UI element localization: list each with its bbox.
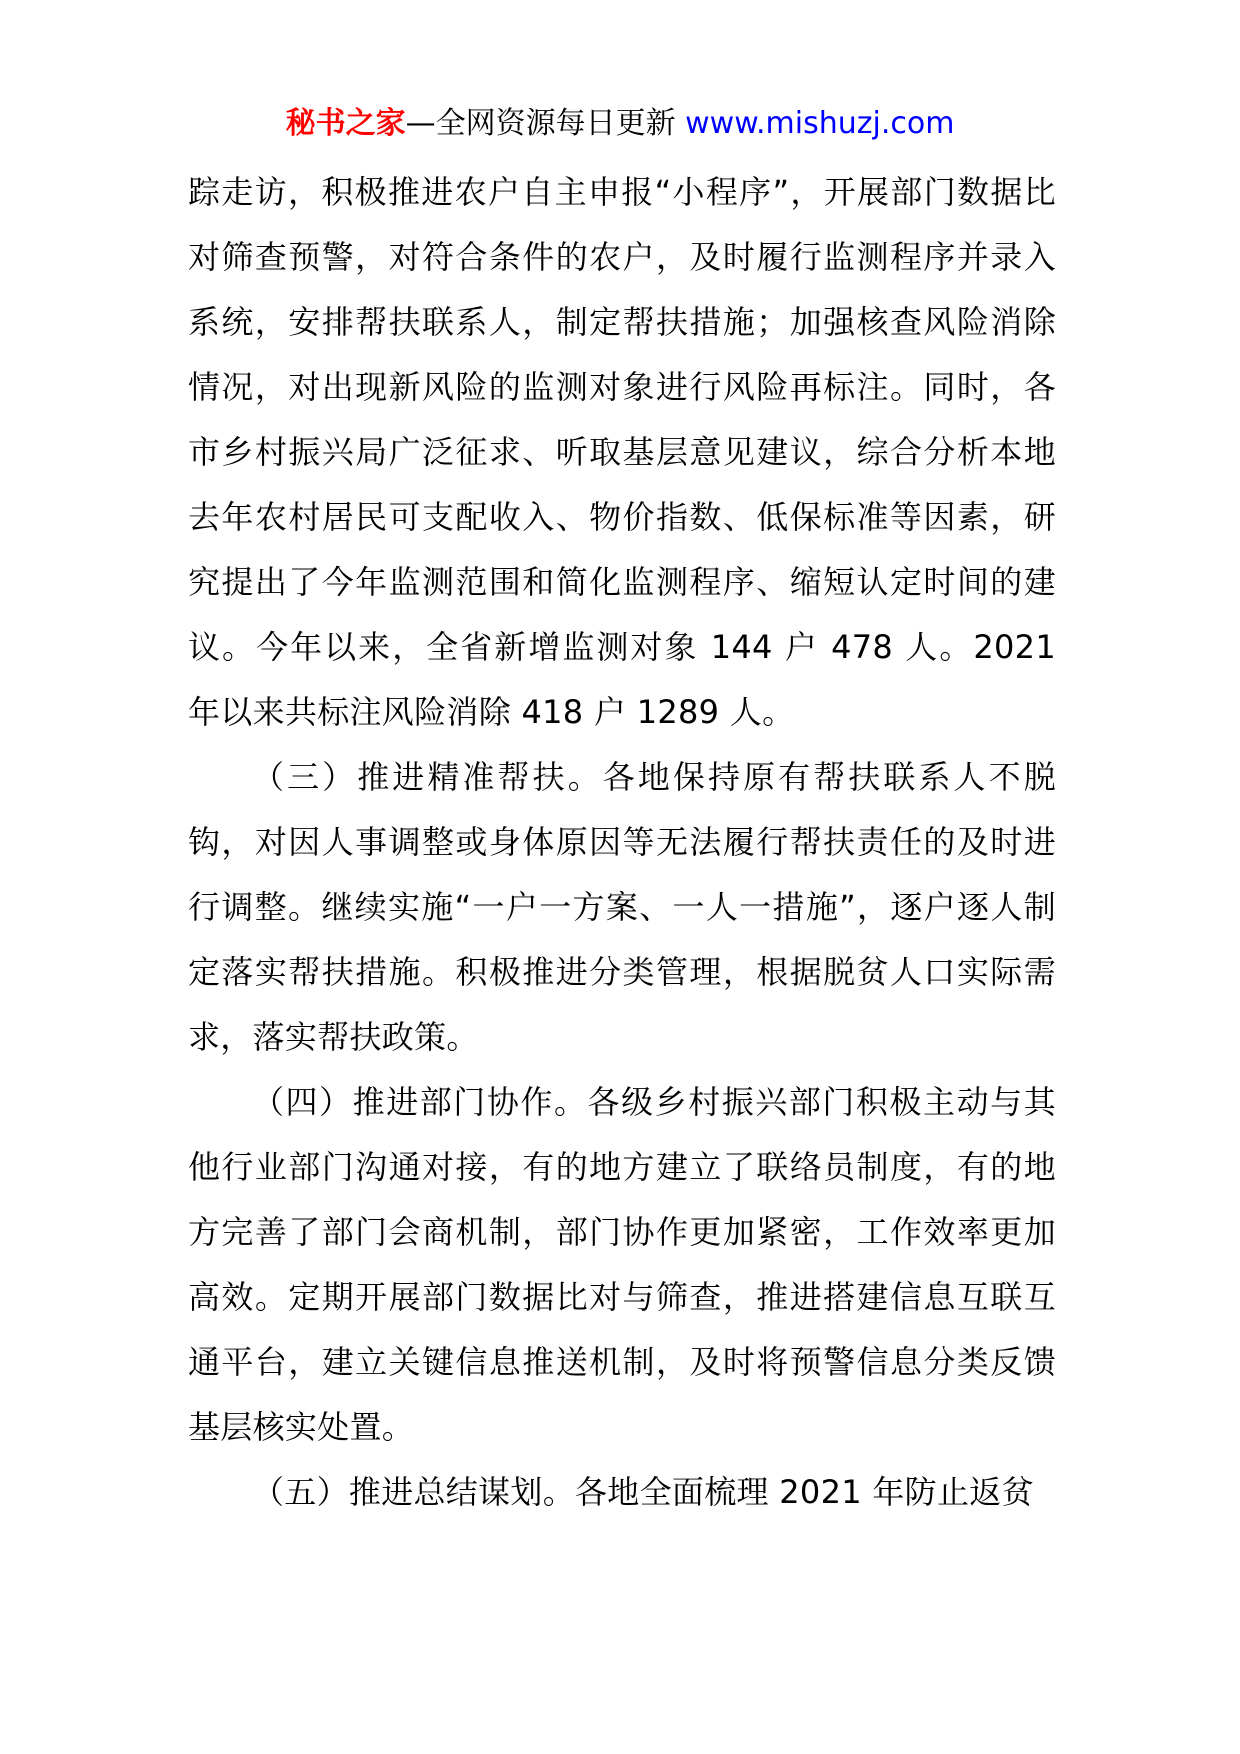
header-tagline: —全网资源每日更新 — [405, 106, 686, 141]
paragraph-precise-assistance: （三）推进精准帮扶。各地保持原有帮扶联系人不脱钩，对因人事调整或身体原因等无法履行帮扶责任的及时进行调整。继续实施“一户一方案、一人一措施”，逐户逐人制定落实帮扶措施。积极推进分类管理，根据脱贫人口实际需求，落实帮扶政策。 — [188, 758, 1056, 1056]
site-url-link[interactable]: www.mishuzj.com — [685, 106, 955, 141]
paragraph-continued: 踪走访，积极推进农户自主申报“小程序”，开展部门数据比对筛查预警，对符合条件的农户，及时履行监测程序并录入系统，安排帮扶联系人，制定帮扶措施；加强核查风险消除情况，对出现新风险的监测对象进行风险再标注。同时，各市乡村振兴局广泛征求、听取基层意见建议，综合分析本地去年农村居民可支配收入、物价指数、低保标准等因素，研究提出了今年监测范围和简化监测程序、缩短认定时间的建议。今年以来，全省新增监测对象 144 户 478 人。2021 年以来共标注风险消除 418 户 1289 人。 — [188, 173, 1056, 731]
paragraph-summary-planning: （五）推进总结谋划。各地全面梳理 2021 年防止返贫 — [252, 1473, 1034, 1511]
site-header — [0, 102, 1240, 146]
paragraph-department-cooperation: （四）推进部门协作。各级乡村振兴部门积极主动与其他行业部门沟通对接，有的地方建立了联络员制度，有的地方完善了部门会商机制，部门协作更加紧密，工作效率更加高效。定期开展部门数据比对与筛查，推进搭建信息互联互通平台，建立关键信息推送机制，及时将预警信息分类反馈基层核实处置。 — [188, 1083, 1056, 1446]
document-body — [188, 160, 1056, 1525]
brand-name: 秘书之家 — [285, 106, 406, 141]
